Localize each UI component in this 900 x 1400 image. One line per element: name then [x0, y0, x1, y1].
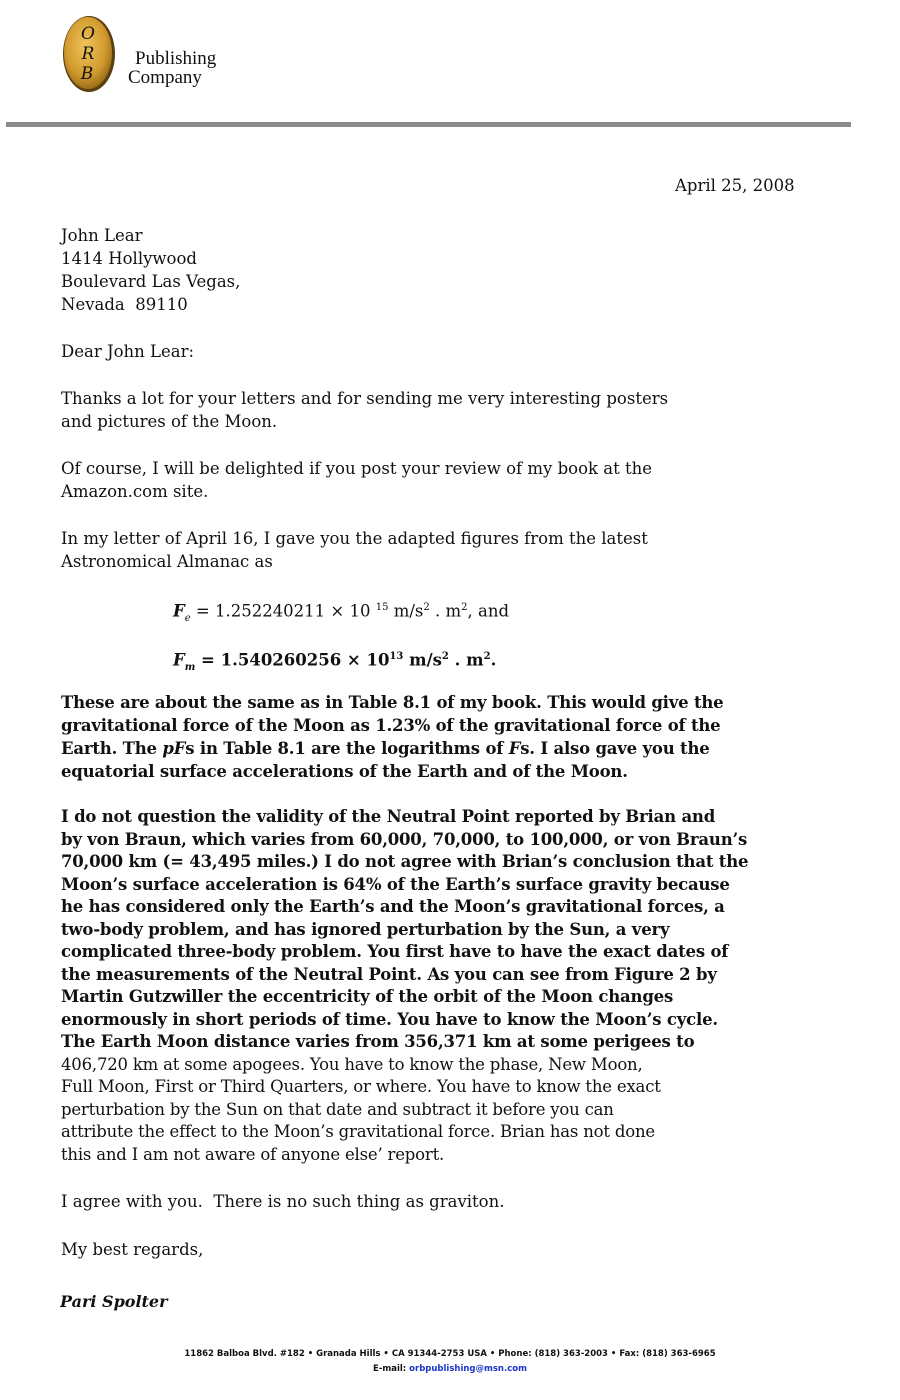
letterhead-footer	[0, 1347, 900, 1377]
paragraph-line: perturbation by the Sun on that date and subtract it before you can	[61, 1099, 614, 1119]
logo-letter-r: R	[81, 44, 95, 64]
email-label: E-mail:	[373, 1364, 410, 1374]
eq-units: m/s	[388, 601, 424, 621]
paragraph-line: equatorial surface accelerations of the Earth and of the Moon.	[61, 762, 628, 781]
paragraph-4	[61, 691, 723, 783]
paragraph-2	[61, 457, 652, 503]
eq-tail-exp: 2	[461, 602, 468, 613]
closing	[61, 1238, 203, 1261]
eq-end: .	[490, 650, 497, 670]
eq-tail-exp: 2	[483, 651, 491, 662]
paragraph-line: These are about the same as in Table 8.1 of my book. This would give the	[61, 693, 724, 712]
paragraph-line: Amazon.com site.	[61, 482, 209, 501]
paragraph-line: he has considered only the Earth’s and the Moon’s gravitational forces, a	[61, 897, 725, 916]
paragraph-line: attribute the effect to the Moon’s gravitational force. Brian has not done	[61, 1122, 655, 1141]
paragraph-line: complicated three-body problem. You first have to have the exact dates of	[61, 942, 729, 961]
eq-exponent: 13	[389, 651, 404, 662]
paragraph-line	[61, 737, 723, 760]
paragraph-line: Martin Gutzwiller the eccentricity of the orbit of the Moon changes	[61, 987, 674, 1006]
eq-end: , and	[467, 601, 510, 621]
paragraph-3	[61, 527, 648, 573]
recipient-line: John Lear	[61, 226, 143, 245]
recipient-line: Boulevard Las Vegas,	[61, 272, 241, 291]
recipient-address	[61, 224, 240, 316]
footer-email-line	[0, 1362, 900, 1377]
eq-units: m/s	[403, 650, 442, 670]
paragraph-5	[61, 806, 748, 1166]
company-line-2: Company	[128, 67, 202, 88]
letterhead-rule	[6, 122, 851, 127]
eq-symbol: F	[173, 650, 185, 670]
paragraph-line: Moon’s surface acceleration is 64% of the Earth’s surface gravity because	[61, 874, 730, 894]
paragraph-line: I do not question the validity of the Neutral Point reported by Brian and	[61, 807, 716, 826]
paragraph-line: Astronomical Almanac as	[61, 552, 273, 571]
f-symbol: F	[508, 739, 521, 758]
paragraph-line: 406,720 km at some apogees. You have to know the phase, New Moon,	[61, 1054, 643, 1074]
recipient-line: Nevada 89110	[61, 295, 188, 314]
paragraph-line: by von Braun, which varies from 60,000, 70,000, to 100,000, or von Braun’s	[61, 829, 748, 849]
paragraph-line: In my letter of April 16, I gave you the adapted figures from the latest	[61, 529, 648, 548]
eq-subscript: m	[184, 661, 196, 673]
paragraph-6	[61, 1190, 504, 1213]
salutation	[61, 340, 194, 363]
email-link[interactable]: orbpublishing@msn.com	[409, 1364, 527, 1374]
paragraph-line: Full Moon, First or Third Quarters, or where. You have to know the exact	[61, 1077, 661, 1096]
recipient-line: 1414 Hollywood	[61, 249, 197, 268]
eq-value: = 1.540260256 × 10	[195, 650, 390, 670]
closing-text: My best regards,	[61, 1240, 204, 1259]
signature-text: Pari Spolter	[60, 1292, 168, 1311]
eq-symbol: F	[173, 601, 185, 621]
logo-letter-o: O	[81, 24, 95, 44]
paragraph-line: enormously in short periods of time. You have to know the Moon’s cycle.	[61, 1009, 718, 1029]
eq-tail: . m	[448, 650, 484, 670]
footer-address: 11862 Balboa Blvd. #182 • Granada Hills • CA 91344-2753 USA • Phone: (818) 363-2003 • Fax: (818) 363-6965	[184, 1349, 716, 1359]
paragraph-line: two-body problem, and has ignored perturbation by the Sun, a very	[61, 919, 670, 939]
paragraph-line: gravitational force of the Moon as 1.23% of the gravitational force of the	[61, 716, 721, 735]
text-run: s in Table 8.1 are the logarithms of	[185, 739, 509, 758]
orb-logo	[62, 15, 116, 93]
eq-subscript: e	[184, 612, 191, 624]
eq-units-exp: 2	[441, 651, 449, 662]
salutation-text: Dear John Lear:	[61, 342, 195, 361]
pf-symbol: pF	[162, 739, 186, 758]
text-run: s. I also gave you the	[520, 739, 710, 758]
paragraph-line: The Earth Moon distance varies from 356,371 km at some perigees to	[61, 1032, 695, 1051]
equation-earth	[173, 598, 509, 629]
paragraph-line: Of course, I will be delighted if you post your review of my book at the	[61, 459, 652, 478]
letter-date: April 25, 2008	[675, 176, 795, 195]
paragraph-1	[61, 387, 668, 433]
eq-units-exp: 2	[423, 602, 430, 613]
text-run: Earth. The	[61, 739, 163, 758]
eq-value: = 1.252240211 × 10	[190, 601, 376, 621]
company-name	[128, 49, 216, 87]
paragraph-line: and pictures of the Moon.	[61, 412, 278, 431]
equation-moon	[173, 647, 496, 678]
paragraph-line: Thanks a lot for your letters and for sending me very interesting posters	[61, 389, 669, 408]
signature	[60, 1288, 180, 1314]
paragraph-line: 70,000 km (= 43,495 miles.) I do not agree with Brian’s conclusion that the	[61, 852, 749, 871]
paragraph-line: the measurements of the Neutral Point. As you can see from Figure 2 by	[61, 964, 717, 984]
logo-letter-b: B	[80, 64, 94, 84]
company-line-1: Publishing	[135, 48, 217, 69]
eq-tail: . m	[429, 601, 462, 621]
paragraph-line: I agree with you. There is no such thing as graviton.	[61, 1192, 505, 1211]
eq-exponent: 15	[375, 602, 389, 613]
paragraph-line: this and I am not aware of anyone else’ report.	[61, 1144, 445, 1164]
